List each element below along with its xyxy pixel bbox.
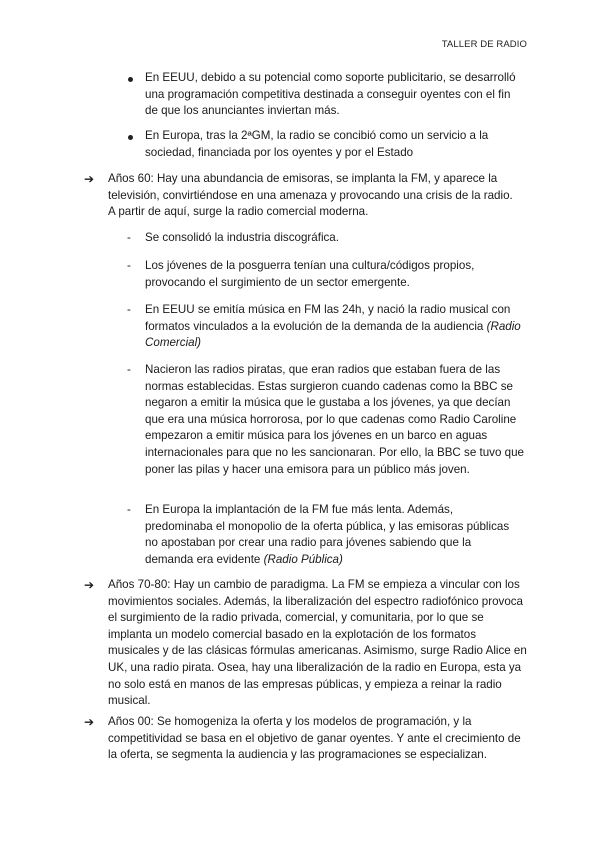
section-paragraph: Años 70-80: Hay un cambio de paradigma. La FM se empieza a vincular con los movimientos sociales. Además, la liberalización del espectro radiofónico provoca el surgimiento de la radio privada, comercial, y comunitaria, por lo que se implanta un modelo comercial basado en la explotación de los formatos musicales y de las clásicas fórmulas americanas. Asimismo, surge Radio Alice en UK, una radio pirata. Osea, hay una liberalización de la radio en Europa, esta ya no solo está en manos de las empresas públicas, y empieza a reinar la radio musical. [108,578,527,708]
dash-item: Los jóvenes de la posguerra tenían una cultura/códigos propios, provocando el surgimiento de un sector emergente. [145,259,475,289]
dash-item: Se consolidó la industria discográfica. [145,231,339,244]
page-header: TALLER DE RADIO [441,39,527,50]
section-paragraph: Años 60: Hay una abundancia de emisoras, se implanta la FM, y aparece la televisión, convirtiéndose en una amenaza y provocando una crisis de la radio. A partir de aquí, surge la radio comercial moderna. [108,172,513,219]
dash-item: Nacieron las radios piratas, que eran radios que estaban fuera de las normas establecidas. Estas surgieron cuando cadenas como la BBC se negaron a emitir la música que le gustaba a los jóvenes, ya que decían que era una música horrorosa, por lo que cadenas como Radio Caroline empezaron a emitir música para los jóvenes en un barco en aguas internacionales para que no les sancionaran. Por ello, la BBC se tuvo que poner las pilas y hacer una emisora para un público más joven. [145,363,524,476]
bullet-dot [128,135,133,140]
bullet-item: En EEUU, debido a su potencial como soporte publicitario, se desarrolló una programación competitiva destinada a conseguir oyentes con el fin de que los anunciantes inviertan más. [145,71,516,118]
bullet-dot [128,77,133,82]
arrow-icon: ➔ [84,715,95,729]
arrow-icon: ➔ [84,172,95,186]
dash-item: En Europa la implantación de la FM fue más lenta. Además, predominaba el monopolio de la oferta pública, y las emisoras públicas no apostaban por crear una radio para jóvenes sabiendo que la demanda era evidente (Radio Pública) [145,503,510,566]
bullet-item: En Europa, tras la 2ªGM, la radio se concibió como un servicio a la sociedad, financiada por los oyentes y por el Estado [145,129,489,159]
dash-marker: - [127,303,131,316]
dash-marker: - [127,259,131,272]
dash-marker: - [127,363,131,376]
dash-marker: - [127,231,131,244]
arrow-icon: ➔ [84,578,95,592]
section-paragraph: Años 00: Se homogeniza la oferta y los modelos de programación, y la competitividad se basa en el objetivo de ganar oyentes. Y ante el crecimiento de la oferta, se segmenta la audiencia y las programaciones se especializan. [108,715,521,762]
dash-marker: - [127,503,131,516]
dash-item: En EEUU se emitía música en FM las 24h, y nació la radio musical con formatos vinculados a la evolución de la demanda de la audiencia (Radio Comercial) [145,303,521,350]
